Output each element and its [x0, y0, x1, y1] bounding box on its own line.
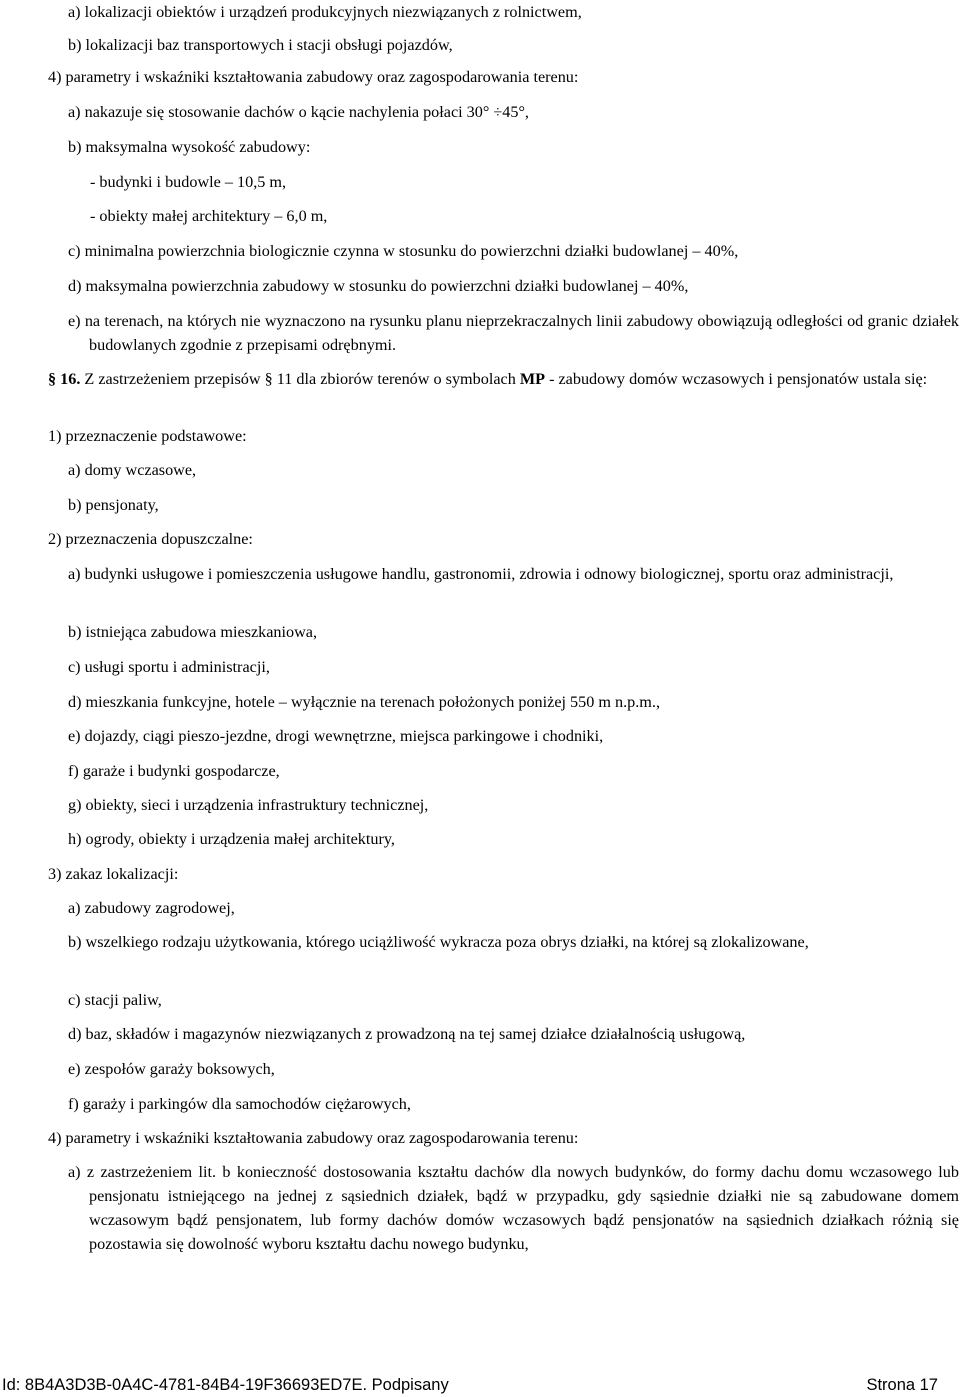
item-a-farm-buildings: a) zabudowy zagrodowej, — [68, 899, 235, 917]
item-c-bio-area: c) minimalna powierzchnia biologicznie czynna w stosunku do powierzchni działki budowlanej – 40%, — [68, 242, 739, 260]
section-16-intro — [48, 367, 959, 391]
item-d-service-flats: d) mieszkania funkcyjne, hotele – wyłącznie na terenach położonych poniżej 550 m n.p.m., — [68, 693, 660, 711]
item-e-distances: e) na terenach, na których nie wyznaczono na rysunku planu nieprzekraczalnych linii zabudowy obowiązują odległości od granic działek budowlanych zgodnie z przepisami odrębnymi. — [68, 312, 959, 354]
item-b-max-height: b) maksymalna wysokość zabudowy: — [68, 138, 311, 156]
item-d-built-area: d) maksymalna powierzchnia zabudowy w stosunku do powierzchni działki budowlanej – 40%, — [68, 277, 689, 295]
item-b-transport: b) lokalizacji baz transportowych i stacji obsługi pojazdów, — [68, 36, 453, 54]
item-4-parameters-mp: 4) parametry i wskaźniki kształtowania zabudowy oraz zagospodarowania terenu: — [48, 1129, 579, 1147]
item-buildings-height: - budynki i budowle – 10,5 m, — [90, 173, 287, 191]
section-text-b: - zabudowy domów wczasowych i pensjonatów ustala się: — [545, 370, 928, 388]
item-3-prohibited: 3) zakaz lokalizacji: — [48, 865, 179, 883]
section-text-a: Z zastrzeżeniem przepisów § 11 dla zbiorów terenów o symbolach — [80, 370, 520, 388]
section-symbol: MP — [519, 370, 546, 388]
item-small-architecture-height: - obiekty małej architektury – 6,0 m, — [90, 207, 328, 225]
item-c-fuel-stations: c) stacji paliw, — [68, 991, 162, 1009]
item-4-parameters: 4) parametry i wskaźniki kształtowania zabudowy oraz zagospodarowania terenu: — [48, 68, 579, 86]
item-a-roof-shape: a) z zastrzeżeniem lit. b konieczność dostosowania kształtu dachów dla nowych budynków, do formy dachu domu wczasowego lub pensjonatu istniejącego na jednej z sąsiednich działek, bądź w przypadku, gdy sąsiednie działki nie są zabudowane domem wczasowym bądź pensjonatem, lub formy dachów domów wczasowych bądź pensjonatów na sąsiednich działkach różnią się pozostawia się dowolność wyboru kształtu dachu nowego budynku, — [68, 1163, 959, 1253]
item-a-production: a) lokalizacji obiektów i urządzeń produkcyjnych niezwiązanych z rolnictwem, — [68, 3, 582, 21]
item-h-gardens: h) ogrody, obiekty i urządzenia małej architektury, — [68, 830, 395, 848]
section-number: § 16. — [48, 370, 81, 388]
item-a-service-buildings: a) budynki usługowe i pomieszczenia usługowe handlu, gastronomii, zdrowia i odnowy biologicznej, sportu oraz administracji, — [68, 565, 894, 583]
item-b-existing-housing: b) istniejąca zabudowa mieszkaniowa, — [68, 623, 318, 641]
item-e-box-garages: e) zespołów garaży boksowych, — [68, 1060, 275, 1078]
footer-page-number: Strona 17 — [866, 1376, 938, 1394]
item-1-primary-use: 1) przeznaczenie podstawowe: — [48, 427, 247, 445]
item-g-infrastructure: g) obiekty, sieci i urządzenia infrastruktury technicznej, — [68, 796, 429, 814]
item-f-garages: f) garaże i budynki gospodarcze, — [68, 762, 280, 780]
item-e-access-roads: e) dojazdy, ciągi pieszo-jezdne, drogi wewnętrzne, miejsca parkingowe i chodniki, — [68, 727, 604, 745]
footer-document-id: Id: 8B4A3D3B-0A4C-4781-84B4-19F36693ED7E. Podpisany — [2, 1376, 449, 1394]
item-b-nuisance-use: b) wszelkiego rodzaju użytkowania, którego uciążliwość wykracza poza obrys działki, na której są zlokalizowane, — [68, 933, 809, 951]
item-b-guesthouses: b) pensjonaty, — [68, 496, 159, 514]
item-a-roof-angle: a) nakazuje się stosowanie dachów o kącie nachylenia połaci 30° ÷45°, — [68, 103, 529, 121]
item-f-truck-parking: f) garaży i parkingów dla samochodów ciężarowych, — [68, 1095, 411, 1113]
item-2-permitted-use: 2) przeznaczenia dopuszczalne: — [48, 530, 253, 548]
item-d-warehouses: d) baz, składów i magazynów niezwiązanych z prowadzoną na tej samej działce działalnością usługową, — [68, 1025, 746, 1043]
item-c-sport-services: c) usługi sportu i administracji, — [68, 658, 270, 676]
item-a-holiday-homes: a) domy wczasowe, — [68, 461, 197, 479]
